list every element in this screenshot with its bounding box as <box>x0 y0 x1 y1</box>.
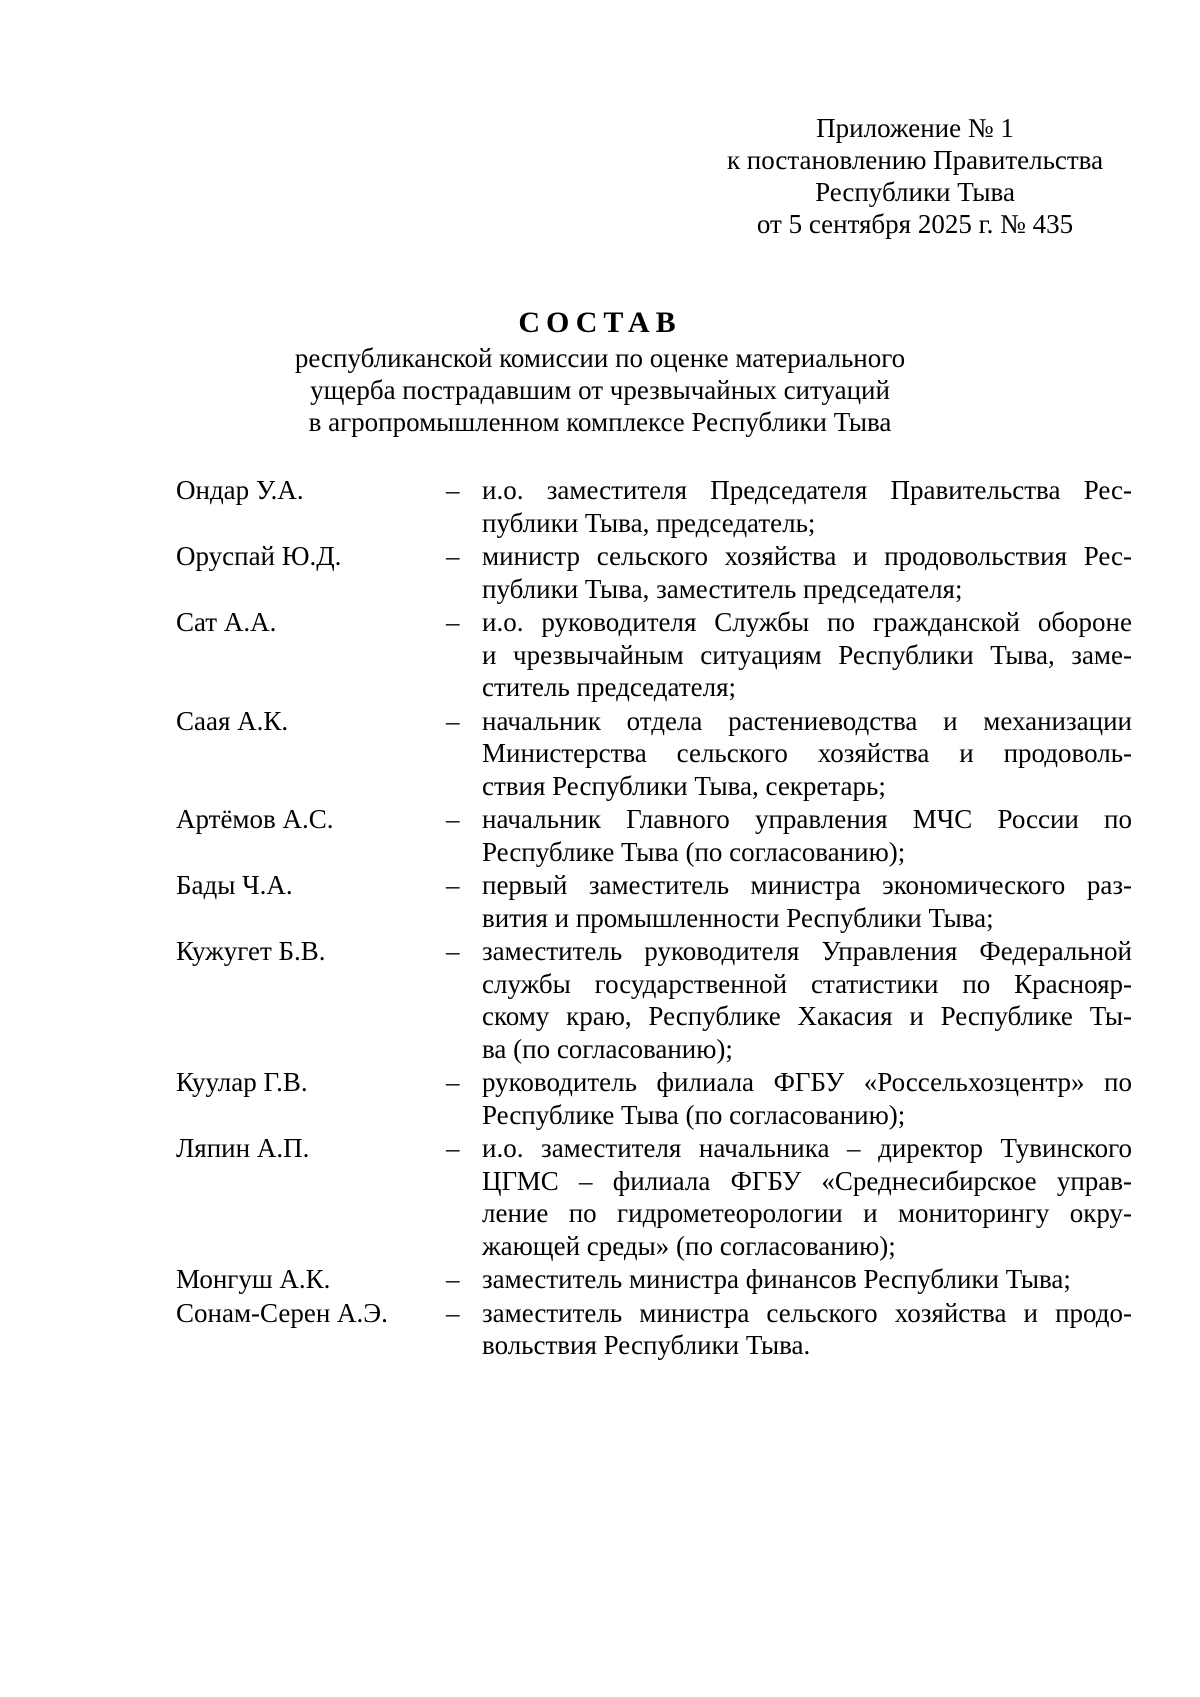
member-name: Бады Ч.А. <box>176 870 293 900</box>
member-dash: – <box>446 1297 460 1328</box>
member-role-line: и.о. заместителя начальника – директор Тувинского <box>482 1133 1132 1163</box>
member-row <box>176 474 1132 539</box>
member-name: Ляпин А.П. <box>176 1133 310 1163</box>
member-role-line: заместитель министра финансов Республики Тыва; <box>482 1264 1071 1294</box>
member-row <box>176 1263 1132 1296</box>
member-name: Артёмов А.С. <box>176 804 334 834</box>
commission-members-list <box>176 474 1132 1363</box>
member-name: Саая А.К. <box>176 705 289 736</box>
member-role-line: Министерства сельского хозяйства и продоволь- <box>482 738 1132 768</box>
member-role-line: начальник Главного управления МЧС России по <box>482 804 1132 834</box>
member-dash: – <box>446 475 460 505</box>
member-dash: – <box>446 1133 460 1163</box>
member-name: Сат А.А. <box>176 607 277 637</box>
appendix-date: от 5 сентября 2025 г. № 435 <box>756 209 1074 239</box>
document-subtitle-line: в агропромышленном комплексе Республики Тыва <box>308 407 892 437</box>
member-role-line: ЦГМС – филиала ФГБУ «Среднесибирское управ- <box>482 1165 1132 1196</box>
member-role-line: вития и промышленности Республики Тыва; <box>482 902 994 933</box>
document-subtitle-line: ущерба пострадавшим от чрезвычайных ситуаций <box>310 375 890 405</box>
member-dash: – <box>446 705 460 736</box>
member-dash: – <box>446 607 460 637</box>
member-role <box>482 935 1132 1065</box>
member-name: Куулар Г.В. <box>176 1067 308 1097</box>
member-role <box>482 869 1132 934</box>
member-role-line: скому краю, Республике Хакасия и Республике Ты- <box>482 1001 1132 1031</box>
member-role <box>482 803 1132 868</box>
member-role <box>482 1263 1132 1296</box>
member-role-line: заместитель министра сельского хозяйства и продо- <box>482 1297 1132 1328</box>
member-role-line: жающей среды» (по согласованию); <box>482 1230 896 1261</box>
member-role <box>482 1297 1132 1362</box>
member-role-line: и.о. руководителя Службы по гражданской обороне <box>482 607 1132 637</box>
member-role-line: Республике Тыва (по согласованию); <box>482 1099 906 1130</box>
member-role-line: публики Тыва, заместитель председателя; <box>482 573 963 604</box>
member-role-line: службы государственной статистики по Краснояр- <box>482 968 1132 999</box>
member-role-line: заместитель руководителя Управления Федеральной <box>482 936 1132 966</box>
member-row <box>176 935 1132 1065</box>
member-name: Оруспай Ю.Д. <box>176 541 342 571</box>
member-role-line: ствия Республики Тыва, секретарь; <box>482 770 886 801</box>
member-role-line: ститель председателя; <box>482 672 737 702</box>
document-heading <box>0 305 1200 438</box>
member-role-line: публики Тыва, председатель; <box>482 507 816 538</box>
member-role-line: и.о. заместителя Председателя Правительства Рес- <box>482 475 1132 505</box>
member-role-line: вольствия Республики Тыва. <box>482 1330 811 1360</box>
member-dash: – <box>446 870 460 900</box>
member-row <box>176 803 1132 868</box>
appendix-number: Приложение № 1 <box>816 113 1014 143</box>
member-name: Сонам-Серен А.Э. <box>176 1297 388 1328</box>
member-role-line: первый заместитель министра экономического раз- <box>482 870 1132 900</box>
member-role <box>482 540 1132 605</box>
member-dash: – <box>446 541 460 571</box>
member-dash: – <box>446 1264 460 1294</box>
member-row <box>176 1297 1132 1362</box>
member-role-line: начальник отдела растениеводства и механизации <box>482 705 1132 736</box>
member-row <box>176 1066 1132 1131</box>
member-row <box>176 606 1132 704</box>
member-role-line: ва (по согласованию); <box>482 1033 733 1064</box>
appendix-republic: Республики Тыва <box>815 177 1015 207</box>
member-role-line: и чрезвычайным ситуациям Республики Тыва, заме- <box>482 639 1132 670</box>
member-role-line: руководитель филиала ФГБУ «Россельхозцентр» по <box>482 1067 1132 1097</box>
document-subtitle-line: республиканской комиссии по оценке материального <box>294 343 906 373</box>
document-title: СОСТАВ <box>518 306 682 339</box>
member-row <box>176 540 1132 605</box>
member-name: Кужугет Б.В. <box>176 936 326 966</box>
member-name: Монгуш А.К. <box>176 1264 331 1294</box>
member-role-line: министр сельского хозяйства и продовольствия Рес- <box>482 541 1132 571</box>
appendix-reference: к постановлению Правительства <box>726 145 1104 175</box>
member-name: Ондар У.А. <box>176 475 304 505</box>
member-dash: – <box>446 1067 460 1097</box>
member-row <box>176 705 1132 803</box>
member-dash: – <box>446 936 460 966</box>
member-row <box>176 1132 1132 1262</box>
member-role <box>482 1066 1132 1131</box>
member-role <box>482 1132 1132 1262</box>
member-role <box>482 474 1132 539</box>
member-row <box>176 869 1132 934</box>
member-role <box>482 705 1132 803</box>
member-role <box>482 606 1132 704</box>
appendix-header <box>700 112 1130 240</box>
member-role-line: Республике Тыва (по согласованию); <box>482 836 906 867</box>
member-role-line: ление по гидрометеорологии и мониторингу окру- <box>482 1198 1132 1228</box>
member-dash: – <box>446 804 460 834</box>
